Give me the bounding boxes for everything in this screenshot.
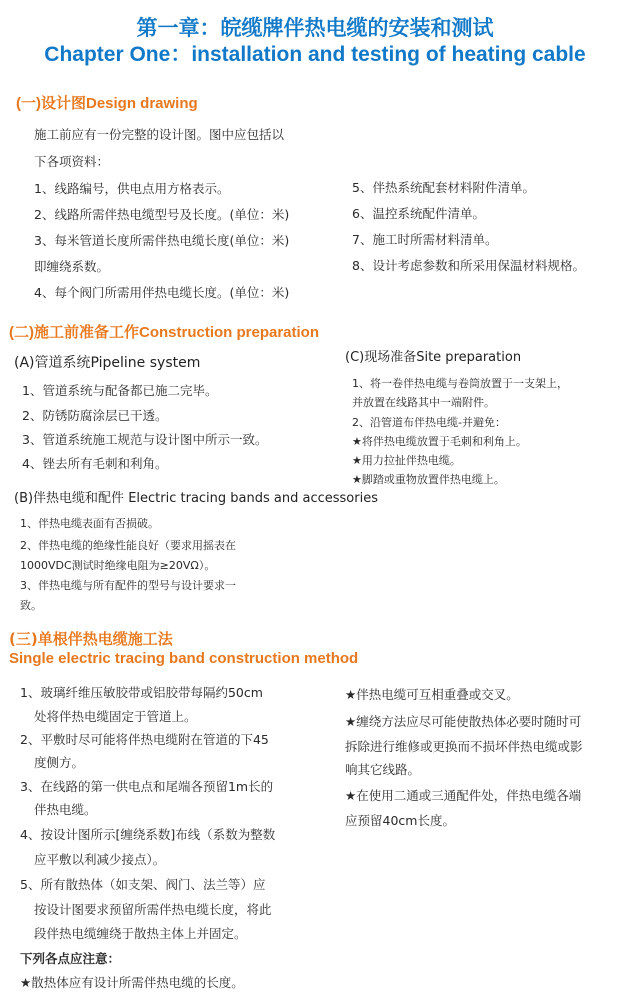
accessories-item: 1、伴热电缆表面有否损破。 [20,517,159,530]
construction-item: 2、平敷时尽可能将伴热电缆附在管道的下45 [20,732,269,747]
construction-item: 段伴热电缆缠绕于散热主体上并固定。 [34,926,247,941]
page-title: 第一章：皖缆牌伴热电缆的安装和测试 [136,16,494,40]
design-item: 7、施工时所需材料清单。 [352,232,498,247]
page-subtitle: Chapter One：installation and testing of heating cable [44,43,586,66]
construction-item: 5、所有散热体（如支架、阀门、法兰等）应 [20,877,266,892]
accessories-item: 2、伴热电缆的绝缘性能良好（要求用摇表在 [20,539,236,552]
construction-item: 应平敷以利减少接点）。 [34,852,166,867]
construction-note: 响其它线路。 [345,762,421,777]
site-item: 并放置在线路其中一端附件。 [352,396,495,409]
design-item: 2、线路所需伴热电缆型号及长度。(单位：米) [34,207,290,222]
design-item: 5、伴热系统配套材料附件清单。 [352,180,535,195]
site-item: 1、将一卷伴热电缆与卷筒放置于一支架上， [352,377,568,390]
pipeline-item: 2、防锈防腐涂层已干透。 [22,408,168,423]
section-construction-title: (三)单根伴热电缆施工法 [9,630,173,648]
pipeline-item: 3、管道系统施工规范与设计图中所示一致。 [22,432,268,447]
section-preparation-title: (二)施工前准备工作Construction preparation [9,324,319,341]
design-intro-line-1: 施工前应有一份完整的设计图。图中应包括以 [34,127,285,142]
section-design-title: (一)设计图Design drawing [16,95,198,112]
site-item: ★将伴热电缆放置于毛刺和利角上。 [352,435,527,448]
pipeline-item: 4、锉去所有毛刺和利角。 [22,456,168,471]
design-item: 即缠绕系数。 [34,259,110,274]
pipeline-item: 1、管道系统与配备都已施二完毕。 [22,383,218,398]
construction-note: 拆除进行维修或更换而不损坏伴热电缆或影 [345,739,583,754]
accessories-item: 1000VDC测试时绝缘电阻为≥20VΩ）。 [20,559,216,572]
construction-item: 伴热电缆。 [34,802,97,817]
site-item: 2、沿管道布伴热电缆-并避免： [352,416,506,429]
design-intro-line-2: 下各项资料： [34,154,110,169]
construction-note: 应预留40cm长度。 [345,813,455,828]
section-construction-title-en: Single electric tracing band construction method [9,650,359,667]
design-item: 4、每个阀门所需用伴热电缆长度。(单位：米) [34,285,290,300]
site-item: ★脚踏或重物放置伴热电缆上。 [352,473,505,486]
construction-note: ★缠绕方法应尽可能使散热体必要时随时可 [345,714,582,729]
notes-item: ★散热体应有设计所需伴热电缆的长度。 [20,975,244,990]
construction-item: 4、按设计图所示[缠绕系数]布线（系数为整数 [20,827,276,842]
pipeline-system-title: (A)管道系统Pipeline system [14,355,201,371]
design-item: 1、线路编号，供电点用方格表示。 [34,181,230,196]
construction-item: 1、玻璃纤维压敏胶带或铝胶带每隔约50cm [20,685,263,700]
construction-note: ★在使用二通或三通配件处，伴热电缆各端 [345,788,582,803]
construction-item: 处将伴热电缆固定于管道上。 [34,709,197,724]
construction-item: 度侧方。 [34,755,85,770]
design-item: 8、设计考虑参数和所采用保温材料规格。 [352,258,585,273]
site-preparation-title: (C)现场准备Site preparation [345,350,522,365]
design-item: 6、温控系统配件清单。 [352,206,485,221]
design-item: 3、每米管道长度所需伴热电缆长度(单位：米) [34,233,290,248]
accessories-item: 致。 [20,599,42,612]
construction-item: 3、在线路的第一供电点和尾端各预留1m长的 [20,779,274,794]
construction-note: ★伴热电缆可互相重叠或交叉。 [345,687,519,702]
construction-item: 按设计图要求预留所需伴热电缆长度，将此 [34,902,272,917]
accessories-item: 3、伴热电缆与所有配件的型号与设计要求一 [20,579,236,592]
accessories-title: (B)伴热电缆和配件 Electric tracing bands and accessories [14,491,378,506]
site-item: ★用力拉扯伴热电缆。 [352,454,461,467]
notes-title: 下列各点应注意： [20,951,121,966]
